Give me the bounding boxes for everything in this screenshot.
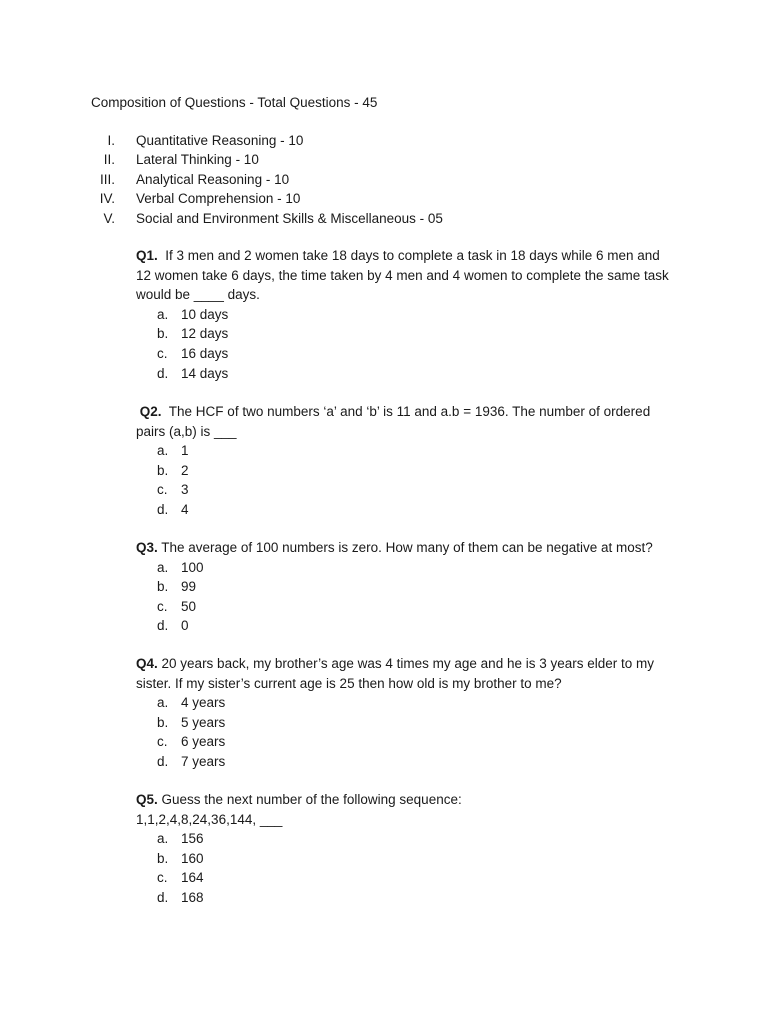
question-text [136,790,676,810]
option-text: 2 [181,462,189,478]
option-text: 1 [181,443,189,459]
sequence-text: 1,1,2,4,8,24,36,144, ___ [136,811,283,827]
option-letter: c. [157,482,168,498]
option-text: 168 [181,889,204,905]
option-text: 100 [181,559,204,575]
option-letter: a. [157,831,169,847]
option-letter: d. [157,889,169,905]
option-item [136,732,676,752]
question-body: If 3 men and 2 women take 18 days to complete a task in 18 days while 6 men and 12 women take 6 days, the time taken by 4 men and 4 women to complete the same task would be ____ days. [136,248,669,303]
option-letter: b. [157,850,169,866]
option-letter: a. [157,695,169,711]
option-text: 4 years [181,695,226,711]
option-text: 16 days [181,345,229,361]
option-letter: d. [157,618,169,634]
option-item [136,597,676,617]
composition-text: Quantitative Reasoning - 10 [136,133,304,148]
option-item [136,461,676,481]
option-letter: c. [157,598,168,614]
option-letter: c. [157,345,168,361]
option-item [136,752,676,772]
option-letter: a. [157,306,169,322]
option-item [136,558,676,578]
composition-numeral: V. [103,210,115,226]
composition-item [0,131,768,150]
question-label: Q4. [136,656,158,671]
composition-text: Social and Environment Skills & Miscellaneous - 05 [136,210,443,226]
question-body: The HCF of two numbers ‘a’ and ‘b’ is 11 and a.b = 1936. The number of ordered pairs (a,b) is ___ [136,404,651,439]
option-letter: b. [157,714,169,730]
option-item [136,616,676,636]
option-text: 156 [181,831,204,847]
question-body: The average of 100 numbers is zero. How many of them can be negative at most? [161,540,653,555]
options-list [136,693,676,771]
question-label: Q1. [136,248,158,263]
option-text: 0 [181,618,189,634]
composition-item [0,209,768,228]
option-item [136,888,676,908]
option-letter: a. [157,443,169,459]
question-body: Guess the next number of the following sequence: [161,792,462,807]
option-text: 3 [181,482,189,498]
composition-numeral: IV. [99,191,115,207]
question-text [136,402,676,441]
option-letter: c. [157,870,168,886]
option-text: 5 years [181,714,226,730]
composition-numeral: III. [99,171,115,187]
option-item [136,480,676,500]
option-letter: a. [157,559,169,575]
option-text: 4 [181,501,189,517]
option-item [136,305,676,325]
composition-numeral: I. [107,133,115,148]
option-item [136,577,676,597]
question-text [136,246,676,305]
option-item [136,500,676,520]
page-heading: Composition of Questions - Total Questions - 45 [91,95,378,110]
composition-text: Analytical Reasoning - 10 [136,171,290,187]
option-item [136,849,676,869]
question-label: Q2. [139,404,162,419]
option-letter: b. [157,462,169,478]
option-letter: b. [157,579,169,595]
option-letter: b. [157,326,169,342]
question-text [136,538,676,558]
composition-numeral: II. [103,152,115,168]
option-text: 160 [181,850,204,866]
option-text: 14 days [181,365,229,381]
options-list [136,441,676,519]
question-3 [136,538,676,636]
option-letter: d. [157,753,169,769]
question-label: Q3. [136,540,158,555]
question-body: 20 years back, my brother’s age was 4 times my age and he is 3 years elder to my sister. If my sister’s current age is 25 then how old is my brother to me? [136,656,655,691]
option-text: 10 days [181,306,229,322]
option-letter: d. [157,365,169,381]
composition-text: Verbal Comprehension - 10 [136,191,301,207]
options-list [136,305,676,383]
composition-text: Lateral Thinking - 10 [136,152,259,168]
option-item [136,868,676,888]
option-letter: c. [157,734,168,750]
composition-item [0,150,768,169]
option-item [136,344,676,364]
option-text: 164 [181,870,204,886]
option-text: 6 years [181,734,226,750]
option-item [136,829,676,849]
composition-item [0,189,768,208]
option-item [136,324,676,344]
option-text: 12 days [181,326,229,342]
option-text: 50 [181,598,197,614]
question-1 [136,246,676,383]
options-list [136,829,676,907]
option-item [136,693,676,713]
composition-list [0,131,768,228]
option-text: 7 years [181,753,226,769]
question-4 [136,654,676,772]
question-text [136,654,676,693]
question-2 [136,402,676,520]
option-text: 99 [181,579,197,595]
composition-item [0,170,768,189]
question-label: Q5. [136,792,158,807]
option-item [136,364,676,384]
option-letter: d. [157,501,169,517]
question-5 [136,790,676,908]
option-item [136,713,676,733]
option-item [136,441,676,461]
options-list [136,558,676,636]
